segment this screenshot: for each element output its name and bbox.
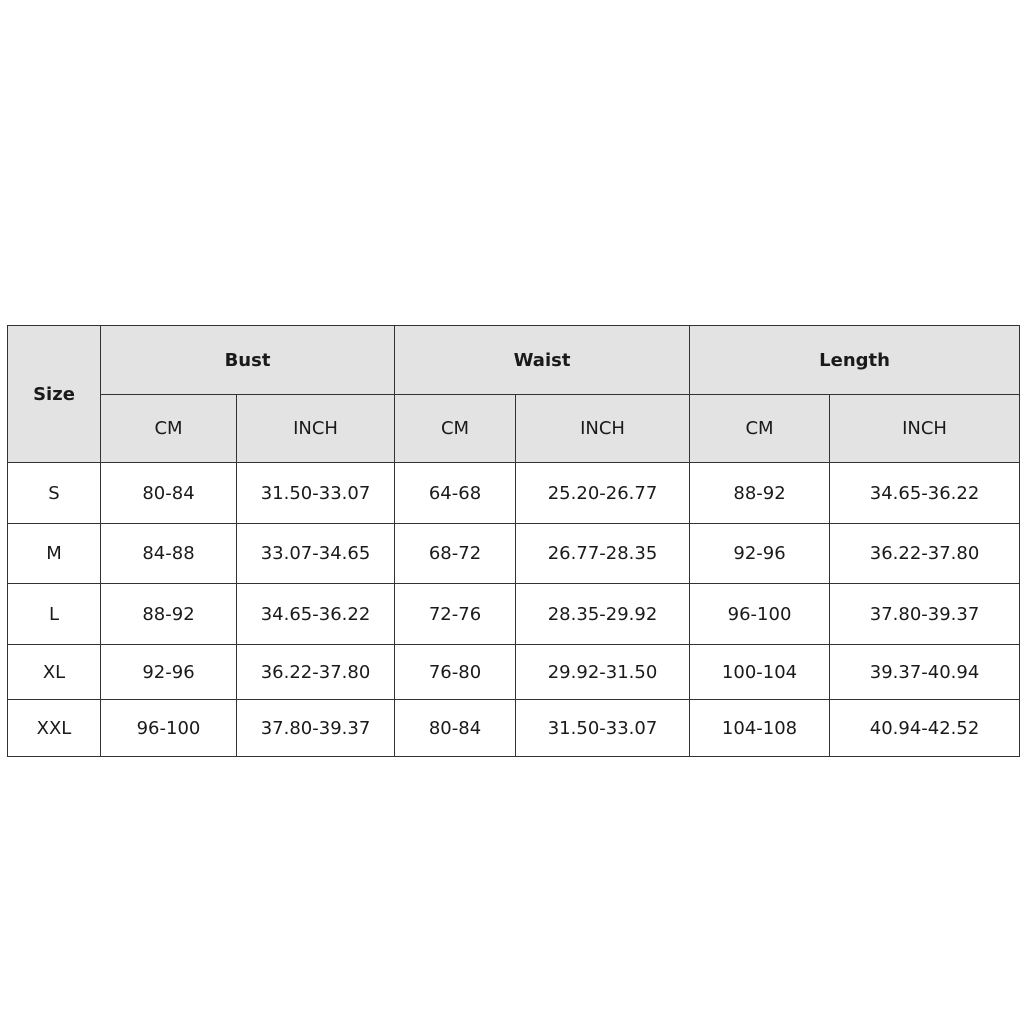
table-row xyxy=(8,463,1020,524)
bust-cm-cell: 92-96 xyxy=(101,645,237,700)
waist-cm-cell: 68-72 xyxy=(395,524,516,584)
length-inch-header: INCH xyxy=(830,395,1020,463)
size-cell: XXL xyxy=(8,700,101,757)
length-cm-header: CM xyxy=(690,395,830,463)
length-inch-cell: 34.65-36.22 xyxy=(830,463,1020,524)
length-group-header: Length xyxy=(690,326,1020,395)
waist-inch-cell: 25.20-26.77 xyxy=(516,463,690,524)
length-inch-cell: 37.80-39.37 xyxy=(830,584,1020,645)
waist-inch-cell: 28.35-29.92 xyxy=(516,584,690,645)
bust-group-header: Bust xyxy=(101,326,395,395)
bust-inch-cell: 33.07-34.65 xyxy=(237,524,395,584)
bust-cm-cell: 96-100 xyxy=(101,700,237,757)
bust-cm-cell: 84-88 xyxy=(101,524,237,584)
length-inch-cell: 36.22-37.80 xyxy=(830,524,1020,584)
length-inch-cell: 40.94-42.52 xyxy=(830,700,1020,757)
header-row-groups xyxy=(8,326,1020,395)
size-cell: S xyxy=(8,463,101,524)
waist-cm-cell: 76-80 xyxy=(395,645,516,700)
waist-cm-cell: 80-84 xyxy=(395,700,516,757)
waist-inch-header: INCH xyxy=(516,395,690,463)
bust-cm-cell: 88-92 xyxy=(101,584,237,645)
bust-cm-header: CM xyxy=(101,395,237,463)
header-row-units xyxy=(8,395,1020,463)
size-chart-table xyxy=(7,325,1020,757)
waist-cm-cell: 72-76 xyxy=(395,584,516,645)
length-cm-cell: 92-96 xyxy=(690,524,830,584)
bust-cm-cell: 80-84 xyxy=(101,463,237,524)
size-cell: XL xyxy=(8,645,101,700)
bust-inch-cell: 36.22-37.80 xyxy=(237,645,395,700)
bust-inch-header: INCH xyxy=(237,395,395,463)
table-row xyxy=(8,524,1020,584)
size-chart-container xyxy=(7,325,1019,757)
size-column-header: Size xyxy=(8,326,101,463)
bust-inch-cell: 37.80-39.37 xyxy=(237,700,395,757)
length-cm-cell: 88-92 xyxy=(690,463,830,524)
length-cm-cell: 96-100 xyxy=(690,584,830,645)
table-row xyxy=(8,700,1020,757)
length-cm-cell: 104-108 xyxy=(690,700,830,757)
table-row xyxy=(8,584,1020,645)
waist-inch-cell: 31.50-33.07 xyxy=(516,700,690,757)
size-cell: L xyxy=(8,584,101,645)
waist-inch-cell: 26.77-28.35 xyxy=(516,524,690,584)
length-inch-cell: 39.37-40.94 xyxy=(830,645,1020,700)
waist-cm-header: CM xyxy=(395,395,516,463)
table-row xyxy=(8,645,1020,700)
bust-inch-cell: 31.50-33.07 xyxy=(237,463,395,524)
length-cm-cell: 100-104 xyxy=(690,645,830,700)
waist-group-header: Waist xyxy=(395,326,690,395)
waist-inch-cell: 29.92-31.50 xyxy=(516,645,690,700)
bust-inch-cell: 34.65-36.22 xyxy=(237,584,395,645)
waist-cm-cell: 64-68 xyxy=(395,463,516,524)
size-cell: M xyxy=(8,524,101,584)
